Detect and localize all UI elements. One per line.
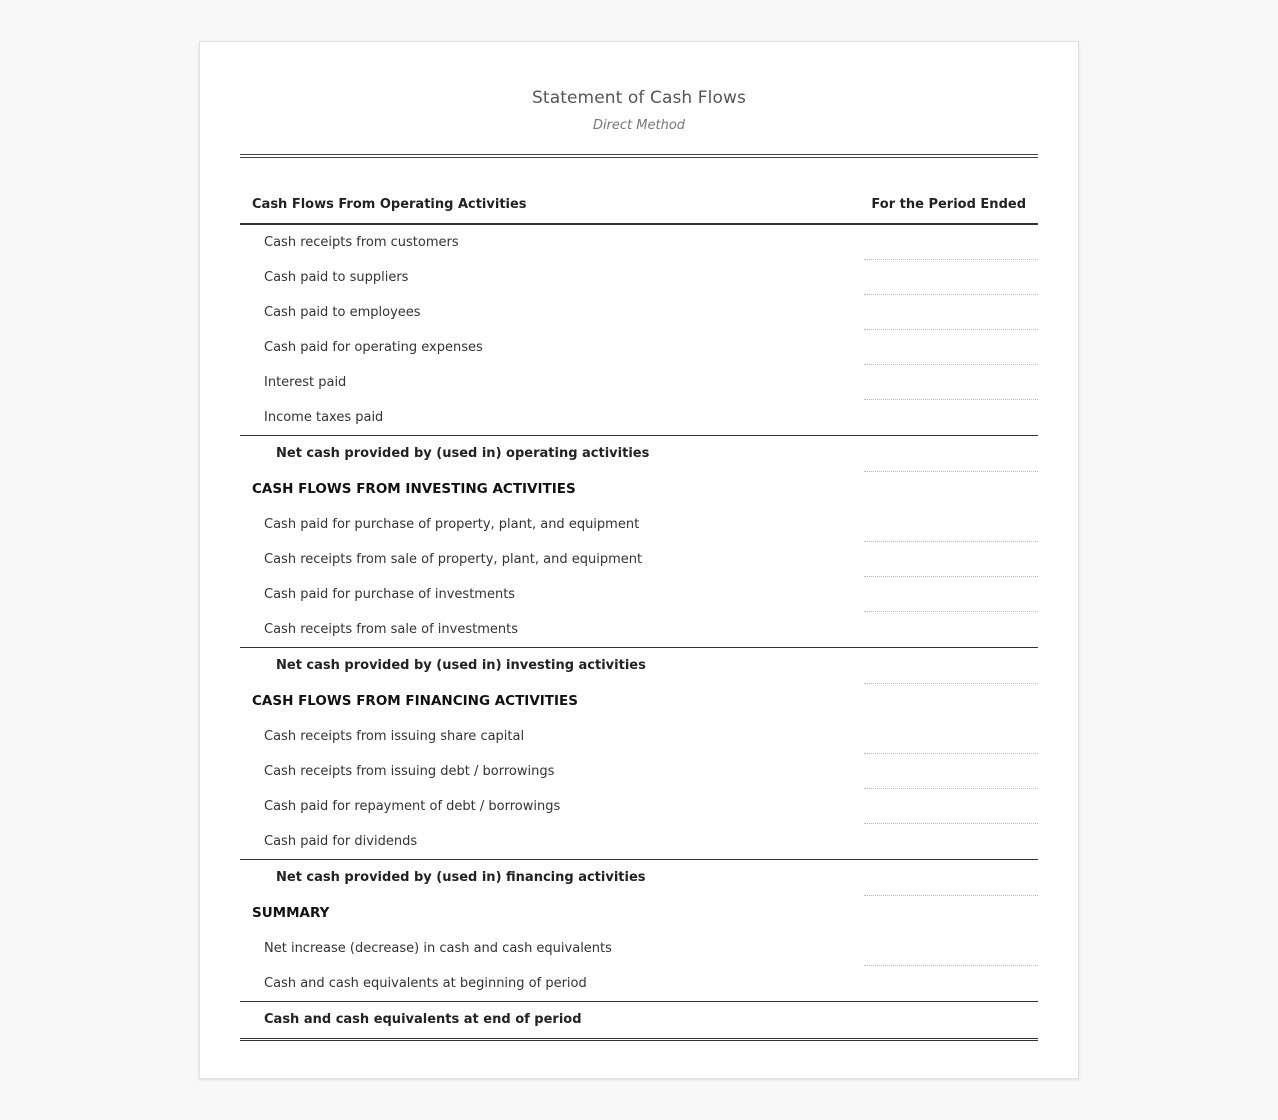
financing-total-row — [240, 860, 1038, 896]
line-item-label: Cash and cash equivalents at beginning of period — [264, 976, 587, 991]
section-heading-row — [240, 896, 1038, 931]
line-item — [240, 966, 1038, 1002]
line-item-label: Cash paid for purchase of property, plant, and equipment — [264, 517, 640, 532]
page-title: Statement of Cash Flows — [532, 88, 746, 108]
line-item-label: Cash paid to employees — [264, 305, 421, 320]
line-item-label: Cash paid for dividends — [264, 834, 418, 849]
total-label: Net cash provided by (used in) investing activities — [276, 658, 646, 673]
investing-total-row — [240, 648, 1038, 684]
line-item-label: Cash receipts from sale of investments — [264, 622, 518, 637]
line-item-label: Cash receipts from issuing debt / borrowings — [264, 764, 555, 779]
line-item — [240, 507, 1038, 542]
line-item — [240, 577, 1038, 612]
operating-total-row — [240, 436, 1038, 472]
section-heading-row — [240, 472, 1038, 507]
line-item-label: Interest paid — [264, 375, 347, 390]
period-column-heading: For the Period Ended — [871, 197, 1026, 212]
line-item-label: Net increase (decrease) in cash and cash equivalents — [264, 941, 612, 956]
line-item — [240, 612, 1038, 648]
line-item — [240, 260, 1038, 295]
operating-section-heading: Cash Flows From Operating Activities — [252, 197, 527, 212]
line-item — [240, 789, 1038, 824]
line-item — [240, 225, 1038, 260]
page-subtitle: Direct Method — [592, 118, 686, 133]
financing-section-heading: CASH FLOWS FROM FINANCING ACTIVITIES — [252, 693, 578, 709]
line-item-label: Cash paid for repayment of debt / borrowings — [264, 799, 561, 814]
ending-cash-row — [240, 1002, 1038, 1041]
total-label: Cash and cash equivalents at end of period — [264, 1012, 582, 1027]
total-label: Net cash provided by (used in) operating activities — [276, 446, 650, 461]
line-item — [240, 542, 1038, 577]
investing-section-heading: CASH FLOWS FROM INVESTING ACTIVITIES — [252, 481, 576, 497]
total-label: Net cash provided by (used in) financing activities — [276, 870, 646, 885]
line-item — [240, 295, 1038, 330]
title-divider — [240, 154, 1038, 158]
line-item — [240, 931, 1038, 966]
line-item — [240, 754, 1038, 789]
line-item-label: Cash paid for operating expenses — [264, 340, 483, 355]
column-header — [240, 197, 1038, 225]
line-item — [240, 365, 1038, 400]
line-item — [240, 824, 1038, 860]
line-item-label: Income taxes paid — [264, 410, 384, 425]
line-item — [240, 330, 1038, 365]
line-item-label: Cash paid for purchase of investments — [264, 587, 516, 602]
section-heading-row — [240, 684, 1038, 719]
line-item-label: Cash receipts from issuing share capital — [264, 729, 525, 744]
line-item — [240, 400, 1038, 436]
summary-section-heading: SUMMARY — [252, 905, 330, 921]
line-item-label: Cash receipts from customers — [264, 235, 459, 250]
line-item-label: Cash paid to suppliers — [264, 270, 409, 285]
line-item-label: Cash receipts from sale of property, plant, and equipment — [264, 552, 643, 567]
line-item — [240, 719, 1038, 754]
statement-rows — [240, 225, 1038, 1041]
statement-sheet — [199, 41, 1079, 1079]
